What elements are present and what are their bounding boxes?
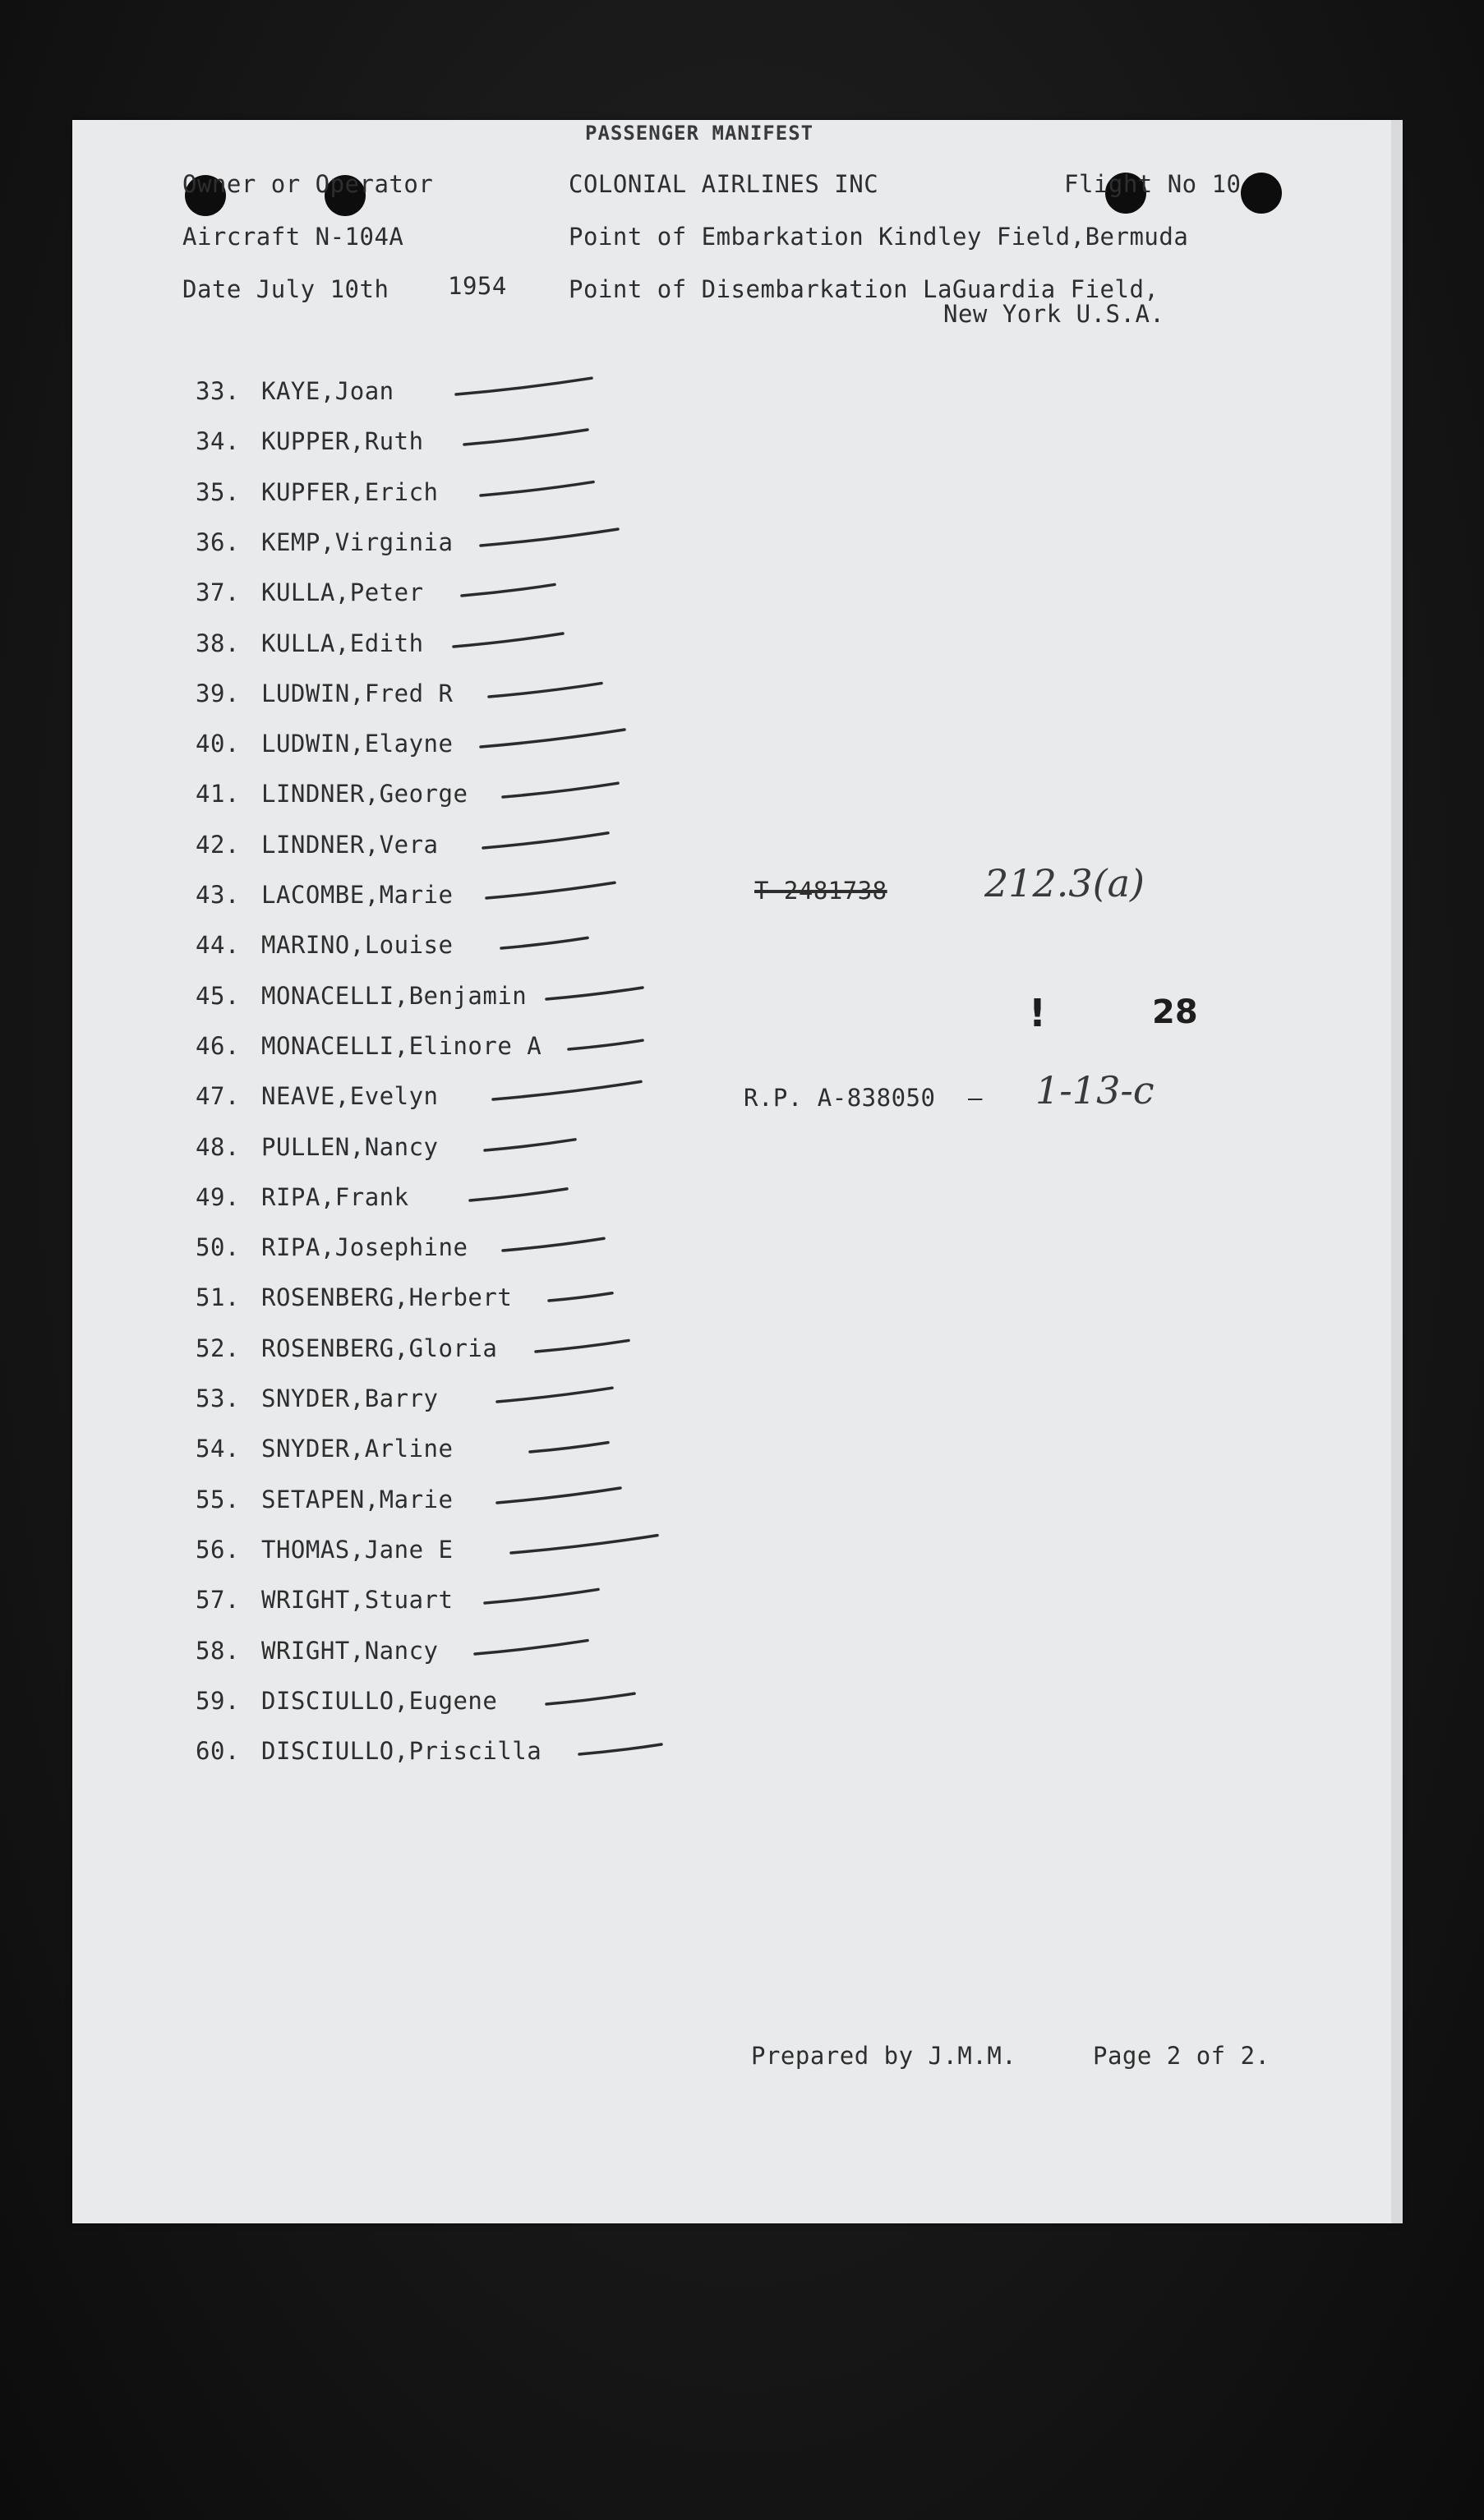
check-mark-stroke — [569, 1040, 643, 1049]
check-mark-stroke — [464, 430, 588, 445]
stamp-mark: ! — [1029, 991, 1046, 1035]
check-mark-stroke — [546, 988, 643, 999]
check-mark-stroke — [486, 882, 615, 898]
check-mark-stroke — [493, 1081, 641, 1099]
check-mark-stroke — [489, 684, 601, 697]
passenger-number: 42. — [196, 831, 240, 859]
check-mark-stroke — [485, 1140, 575, 1150]
passenger-number: 48. — [196, 1133, 240, 1161]
check-mark-stroke — [497, 1388, 612, 1402]
passenger-name: LINDNER,Vera — [261, 831, 439, 859]
passenger-number: 54. — [196, 1435, 240, 1463]
passenger-count: 28 — [1152, 993, 1198, 1031]
passenger-number: 36. — [196, 528, 240, 556]
passenger-number: 33. — [196, 377, 240, 405]
passenger-number: 34. — [196, 427, 240, 455]
embarkation-point: Point of Embarkation Kindley Field,Bermuda — [569, 223, 1189, 251]
passenger-name: SETAPEN,Marie — [261, 1486, 454, 1513]
passenger-number: 58. — [196, 1637, 240, 1665]
page-number: Page 2 of 2. — [1093, 2042, 1270, 2070]
check-mark-stroke — [536, 1340, 629, 1352]
passenger-number: 47. — [196, 1082, 240, 1110]
passenger-number: 52. — [196, 1334, 240, 1362]
check-mark-stroke — [481, 482, 593, 495]
passenger-number: 46. — [196, 1032, 240, 1060]
passenger-name: THOMAS,Jane E — [261, 1536, 454, 1564]
passenger-name: KUPFER,Erich — [261, 478, 439, 506]
check-mark-stroke — [483, 833, 608, 848]
passenger-number: 40. — [196, 730, 240, 758]
passenger-name: LUDWIN,Fred R — [261, 680, 454, 707]
check-mark-stroke — [481, 529, 618, 546]
check-mark-stroke — [497, 1488, 620, 1503]
date-label: Date July 10th — [182, 275, 389, 303]
passenger-number: 50. — [196, 1233, 240, 1261]
check-mark-stroke — [481, 730, 624, 747]
passenger-name: MONACELLI,Elinore A — [261, 1032, 542, 1060]
passenger-name: SNYDER,Arline — [261, 1435, 454, 1463]
passenger-name: ROSENBERG,Gloria — [261, 1334, 498, 1362]
passenger-name: LINDNER,George — [261, 780, 468, 808]
passenger-number: 53. — [196, 1384, 240, 1412]
passenger-name: DISCIULLO,Priscilla — [261, 1737, 542, 1765]
passenger-name: ROSENBERG,Herbert — [261, 1283, 513, 1311]
passenger-number: 44. — [196, 931, 240, 959]
passenger-name: RIPA,Frank — [261, 1183, 409, 1211]
date-year: 1954 — [448, 272, 507, 300]
check-mark-stroke — [549, 1293, 612, 1301]
rp-number: R.P. A-838050 — [744, 1084, 936, 1112]
check-mark-stroke — [462, 584, 555, 596]
passenger-number: 37. — [196, 578, 240, 606]
passenger-number: 56. — [196, 1536, 240, 1564]
manifest-title: PASSENGER MANIFEST — [585, 122, 814, 145]
passenger-number: 45. — [196, 982, 240, 1010]
disembarkation-city: New York U.S.A. — [943, 300, 1165, 328]
passenger-name: PULLEN,Nancy — [261, 1133, 439, 1161]
passenger-name: MARINO,Louise — [261, 931, 454, 959]
handwritten-date: 1-13-c — [1035, 1068, 1154, 1113]
passenger-number: 60. — [196, 1737, 240, 1765]
passenger-name: KULLA,Edith — [261, 629, 424, 657]
struck-ticket-number: T-2481738 — [754, 877, 887, 905]
handwritten-code: 212.3(a) — [984, 861, 1145, 905]
passenger-number: 38. — [196, 629, 240, 657]
passenger-number: 39. — [196, 680, 240, 707]
disembarkation-point: Point of Disembarkation LaGuardia Field, — [569, 275, 1159, 303]
owner-label: Owner or Operator — [182, 170, 434, 198]
passenger-number: 59. — [196, 1687, 240, 1715]
aircraft-id: Aircraft N-104A — [182, 223, 404, 251]
passenger-number: 41. — [196, 780, 240, 808]
passenger-name: WRIGHT,Stuart — [261, 1586, 454, 1614]
passenger-number: 35. — [196, 478, 240, 506]
check-mark-stroke — [530, 1443, 608, 1452]
passenger-name: RIPA,Josephine — [261, 1233, 468, 1261]
passenger-name: DISCIULLO,Eugene — [261, 1687, 498, 1715]
passenger-name: MONACELLI,Benjamin — [261, 982, 528, 1010]
passenger-name: LACOMBE,Marie — [261, 881, 454, 909]
passenger-name: LUDWIN,Elayne — [261, 730, 454, 758]
check-mark-stroke — [503, 783, 618, 797]
check-mark-stroke — [546, 1693, 634, 1704]
airline-name: COLONIAL AIRLINES INC — [569, 170, 879, 198]
passenger-name: KULLA,Peter — [261, 578, 424, 606]
passenger-name: WRIGHT,Nancy — [261, 1637, 439, 1665]
passenger-name: KEMP,Virginia — [261, 528, 454, 556]
passenger-name: SNYDER,Barry — [261, 1384, 439, 1412]
passenger-name: KAYE,Joan — [261, 377, 394, 405]
check-mark-stroke — [501, 938, 588, 948]
rp-dash: — — [968, 1084, 983, 1112]
check-mark-stroke — [485, 1589, 598, 1603]
check-mark-stroke — [511, 1536, 657, 1553]
check-mark-stroke — [475, 1641, 588, 1654]
passenger-number: 51. — [196, 1283, 240, 1311]
check-mark-stroke — [470, 1189, 567, 1200]
passenger-number: 57. — [196, 1586, 240, 1614]
check-mark-stroke — [579, 1744, 661, 1754]
prepared-by: Prepared by J.M.M. — [751, 2042, 1017, 2070]
passenger-number: 55. — [196, 1486, 240, 1513]
passenger-number: 49. — [196, 1183, 240, 1211]
check-mark-stroke — [454, 633, 563, 647]
check-mark-stroke — [503, 1238, 604, 1251]
passenger-name: KUPPER,Ruth — [261, 427, 424, 455]
passenger-name: NEAVE,Evelyn — [261, 1082, 439, 1110]
flight-number: Flight No 10 — [1064, 170, 1242, 198]
check-mark-stroke — [456, 378, 592, 394]
passenger-number: 43. — [196, 881, 240, 909]
